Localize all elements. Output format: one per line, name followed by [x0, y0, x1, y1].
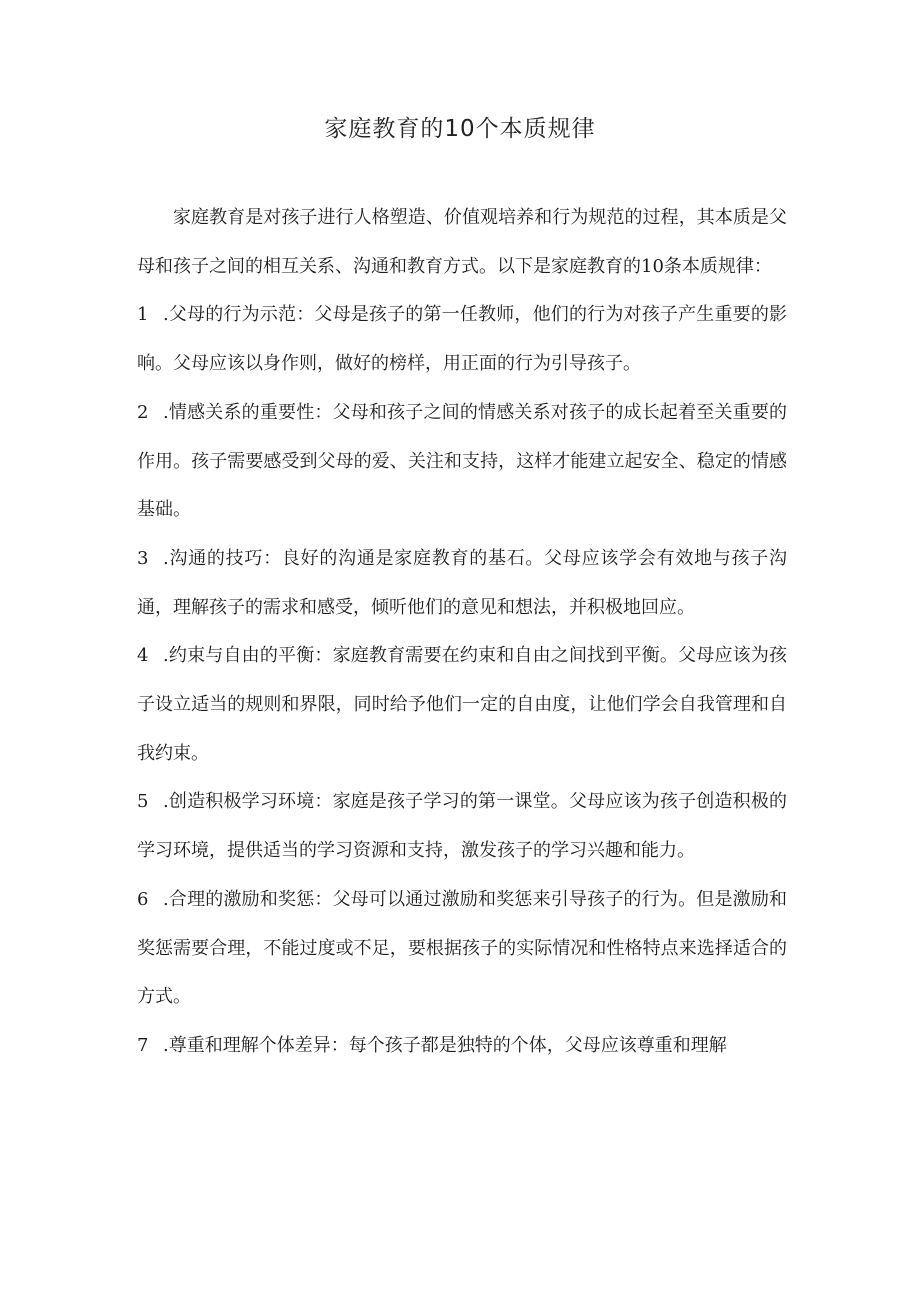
- list-item: [137, 632, 787, 778]
- document-title: 家庭教育的10个本质规律: [324, 116, 596, 142]
- item-text: .尊重和理解个体差异：每个孩子都是独特的个体，父母应该尊重和理解: [163, 1034, 727, 1056]
- list-item: [137, 535, 787, 632]
- list-item: [137, 1022, 787, 1071]
- item-number: 7: [137, 1034, 149, 1056]
- item-number: 3: [137, 547, 149, 569]
- item-number: 1: [137, 304, 149, 326]
- item-text: .沟通的技巧：良好的沟通是家庭教育的基石。父母应该学会有效地与孩子沟通，理解孩子的需求和感受，倾听他们的意见和想法，并积极地回应。: [137, 547, 787, 618]
- item-number: 4: [137, 645, 149, 667]
- item-text: .情感关系的重要性：父母和孩子之间的情感关系对孩子的成长起着至关重要的作用。孩子需要感受到父母的爱、关注和支持，这样才能建立起安全、稳定的情感基础。: [137, 401, 787, 521]
- item-text: .约束与自由的平衡：家庭教育需要在约束和自由之间找到平衡。父母应该为孩子设立适当的规则和界限，同时给予他们一定的自由度，让他们学会自我管理和自我约束。: [137, 645, 787, 764]
- list-item: [137, 389, 787, 535]
- item-number: 2: [137, 401, 149, 423]
- item-text: .父母的行为示范：父母是孩子的第一任教师，他们的行为对孩子产生重要的影响。父母应该以身作则，做好的榜样，用正面的行为引导孩子。: [137, 304, 787, 375]
- intro-paragraph: 家庭教育是对孩子进行人格塑造、价值观培养和行为规范的过程，其本质是父母和孩子之间的相互关系、沟通和教育方式。以下是家庭教育的10条本质规律：: [137, 207, 787, 277]
- item-number: 6: [137, 888, 149, 910]
- list-item: [137, 778, 787, 875]
- document-body: [137, 194, 787, 1071]
- item-text: .合理的激励和奖惩：父母可以通过激励和奖惩来引导孩子的行为。但是激励和奖惩需要合理，不能过度或不足，要根据孩子的实际情况和性格特点来选择适合的方式。: [137, 888, 787, 1008]
- list-item: [137, 876, 787, 1022]
- item-text: .创造积极学习环境：家庭是孩子学习的第一课堂。父母应该为孩子创造积极的学习环境，提供适当的学习资源和支持，激发孩子的学习兴趣和能力。: [137, 791, 787, 862]
- list-item: [137, 291, 787, 388]
- item-number: 5: [137, 791, 149, 813]
